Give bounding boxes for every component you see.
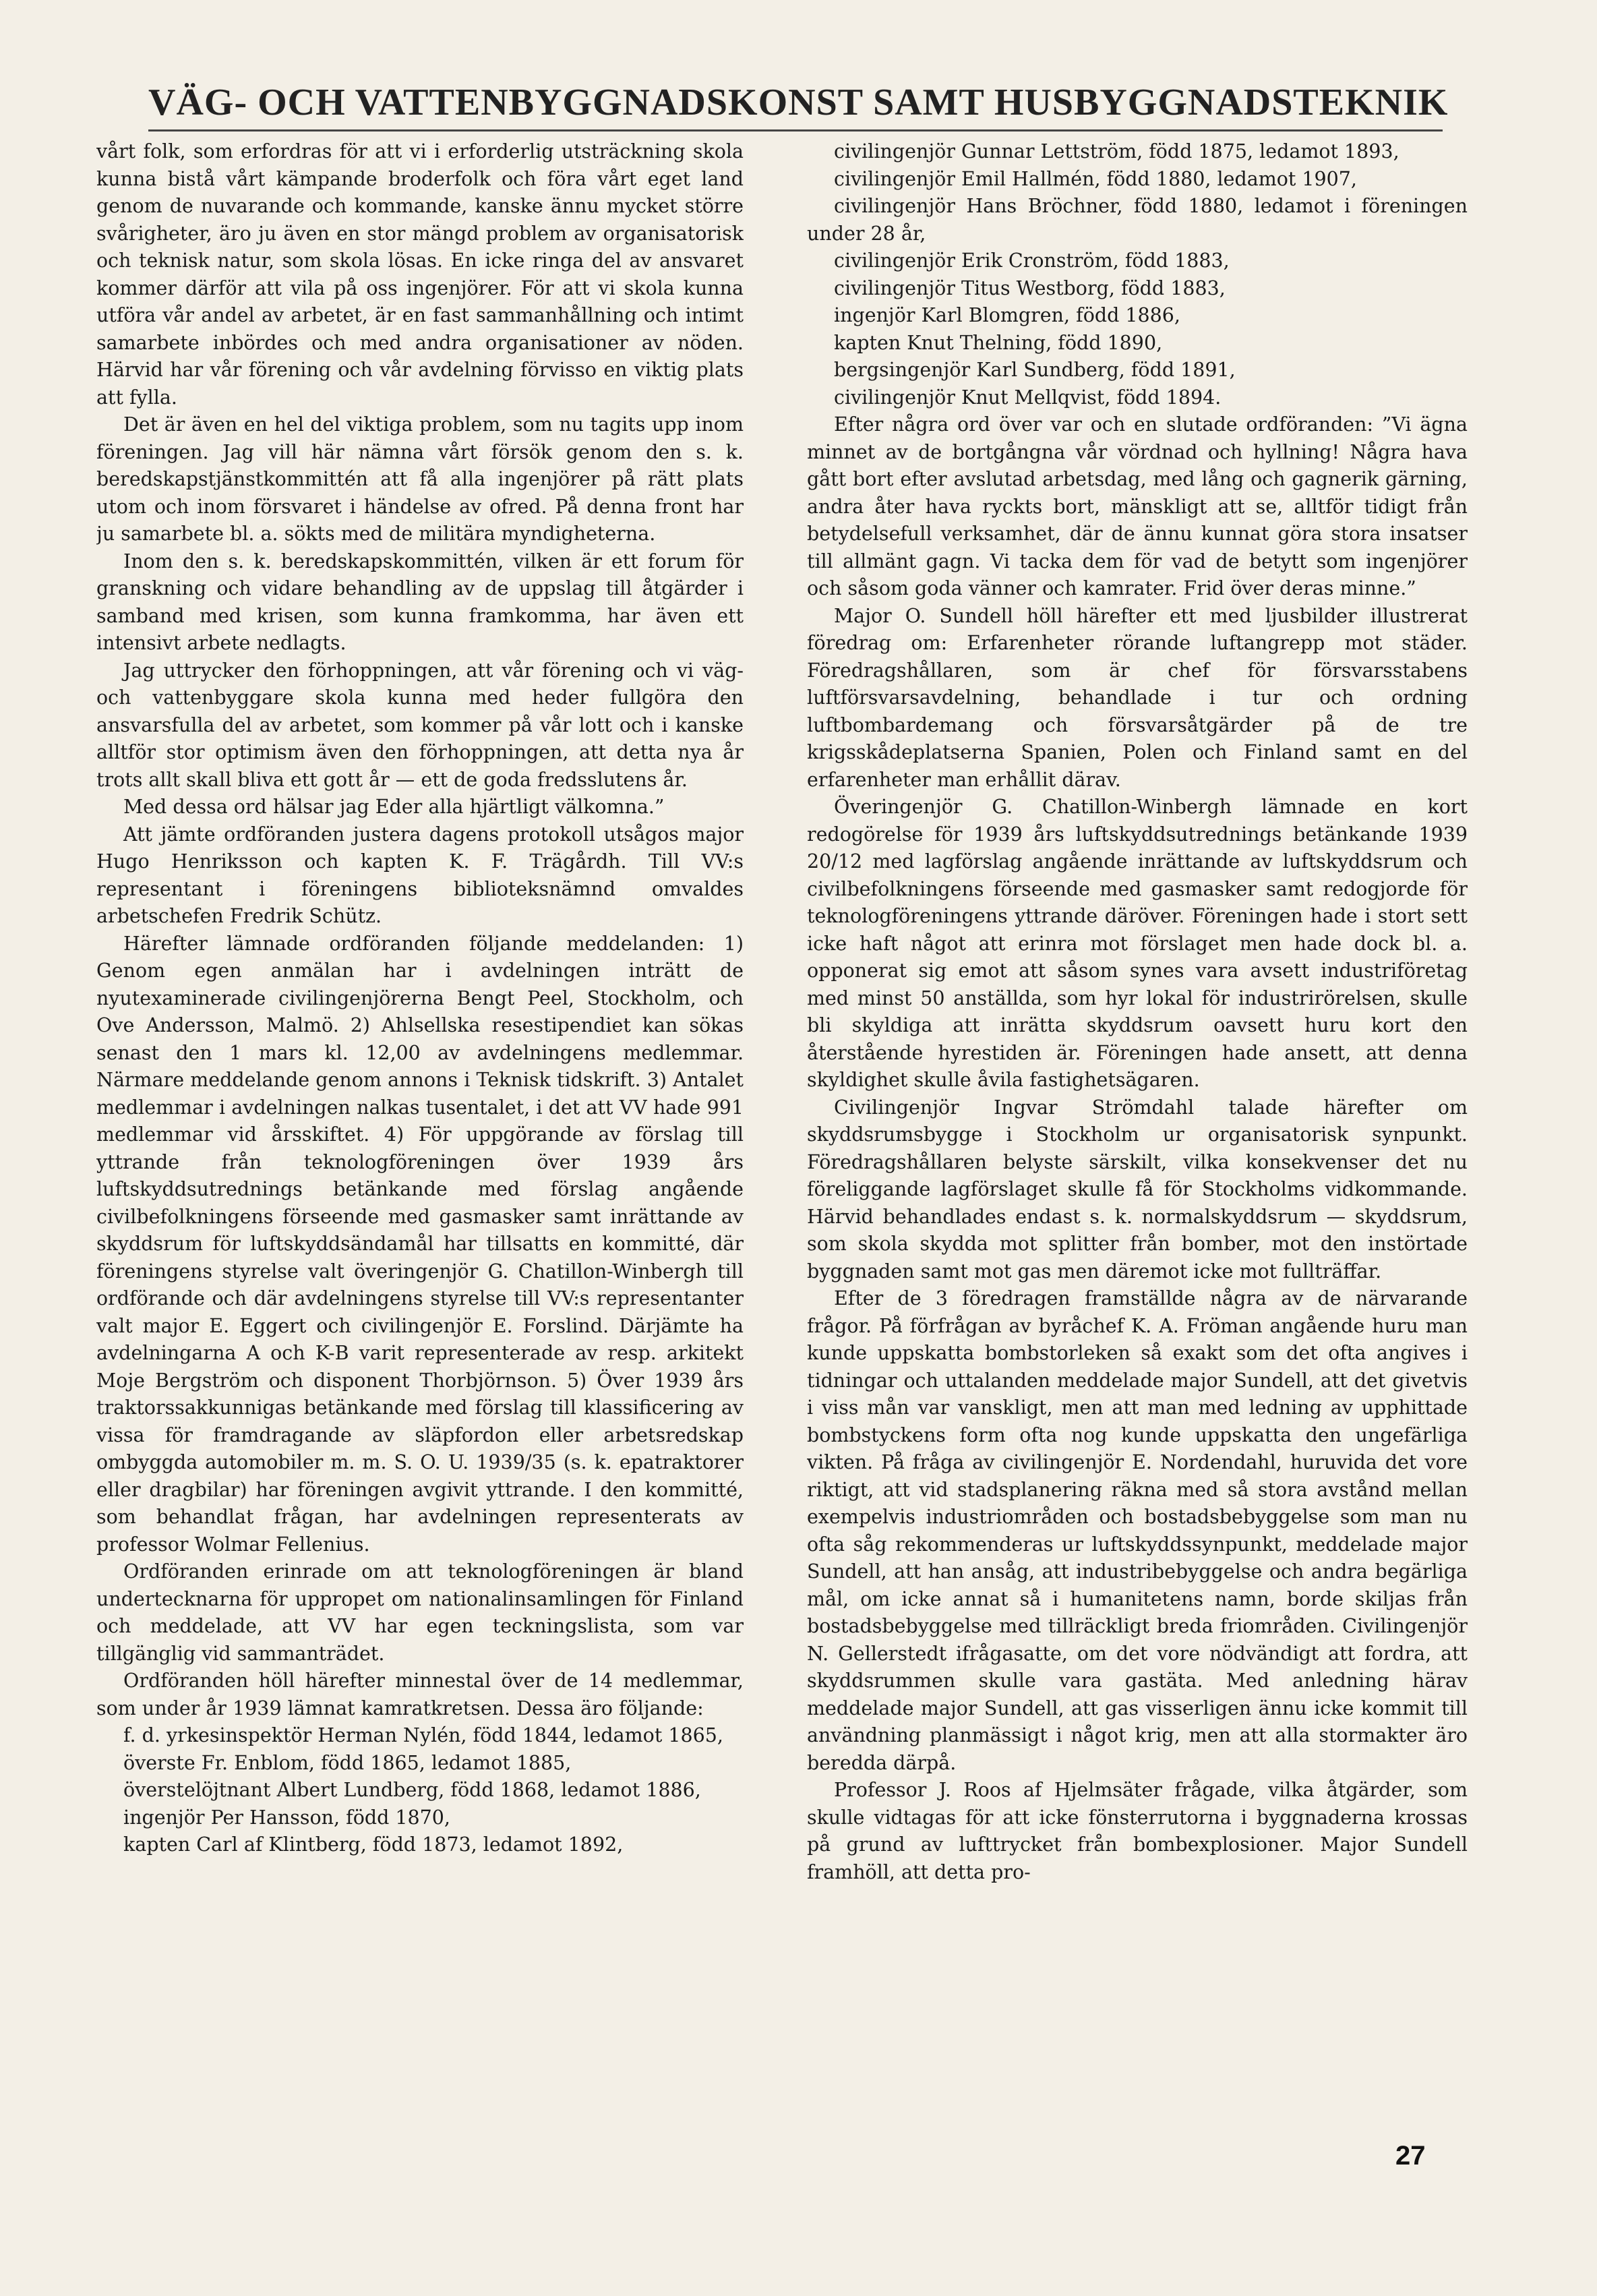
paragraph: Professor J. Roos af Hjelmsäter frågade, vilka åtgärder, som skulle vidtagas för att icke fönsterrutorna i byggnaderna krossas på grund av lufttrycket från bombexplosioner. Major Sundell framhöll, att detta pro- bbox=[807, 1779, 1468, 1883]
paragraph: Civilingenjör Ingvar Strömdahl talade härefter om skyddsrumsbygge i Stockholm ur organisatorisk synpunkt. Föredragshållaren belyste särskilt, vilka konsekvenser det nu föreliggande lagförslaget skulle få för Stockholms vidkommande. Härvid behandlades endast s. k. normalskyddsrum — skyddsrum, som skola skydda mot splitter från bomber, mot den instörtade byggnaden samt mot gas men däremot icke mot fullträffar. bbox=[807, 1096, 1468, 1283]
list-item: civilingenjör Knut Mellqvist, född 1894. bbox=[834, 386, 1222, 409]
list-item: civilingenjör Gunnar Lettström, född 1875, ledamot 1893, bbox=[834, 140, 1399, 163]
running-header: VÄG- OCH VATTENBYGGNADSKONST SAMT HUSBYGGNADSTEKNIK bbox=[148, 81, 1443, 131]
paragraph: Med dessa ord hälsar jag Eder alla hjärtligt välkomna.” bbox=[123, 796, 665, 818]
list-item: civilingenjör Titus Westborg, född 1883, bbox=[834, 276, 1226, 299]
paragraph: Jag uttrycker den förhoppningen, att vår förening och vi väg- och vattenbyggare skola kunna med heder fullgöra den ansvarsfulla del av arbetet, som kommer på vår lott och i kanske alltför stor optimism även den förhoppningen, att detta nya år trots allt skall bliva ett gott år — ett de goda fredsslutens år. bbox=[96, 659, 744, 791]
list-item: kapten Knut Thelning, född 1890, bbox=[834, 331, 1163, 354]
paragraph: Inom den s. k. beredskapskommittén, vilken är ett forum för granskning och vidare behandling av de uppslag till åtgärder i samband med krisen, som kunna framkomma, har även ett intensivt arbete nedlagts. bbox=[96, 550, 744, 654]
paragraph: Efter några ord över var och en slutade ordföranden: ”Vi ägna minnet av de bortgångna vår vördnad och hyllning! Några hava gått bort efter avslutad arbetsdag, med lång och gagnerik gärning, andra åter hava ryckts bort, mänskligt att se, alltför tidigt från betydelsefull verksamhet, där de ännu kunnat göra stora insatser till allmänt gagn. Vi tacka dem för vad de betytt som ingenjörer och såsom goda vänner och kamrater. Frid över deras minne.” bbox=[807, 413, 1468, 599]
list-item: kapten Carl af Klintberg, född 1873, ledamot 1892, bbox=[123, 1833, 624, 1856]
list-item: ingenjör Karl Blomgren, född 1886, bbox=[834, 304, 1180, 326]
list-item: civilingenjör Hans Bröchner, född 1880, ledamot i föreningen under 28 år, bbox=[807, 195, 1468, 245]
paragraph: Ordföranden höll härefter minnestal över de 14 medlemmar, som under år 1939 lämnat kamratkretsen. Dessa äro följande: bbox=[96, 1670, 744, 1719]
right-column bbox=[807, 138, 1468, 2168]
list-item: ingenjör Per Hansson, född 1870, bbox=[123, 1806, 450, 1829]
paragraph: vårt folk, som erfordras för att vi i erforderlig utsträckning skola kunna bistå vårt kämpande broderfolk och föra vårt eget land genom de nuvarande och kommande, kanske ännu mycket större svårigheter, äro ju även en stor mängd problem av organisatorisk och teknisk natur, som skola lösas. En icke ringa del av ansvaret kommer därför att vila på oss ingenjörer. För att vi skola kunna utföra vår andel av arbetet, är en fast sammanhållning och intimt samarbete inbördes och med andra organisationer av nöden. Härvid har vår förening och vår avdelning förvisso en viktig plats att fylla. bbox=[96, 140, 744, 409]
list-item: överstelöjtnant Albert Lundberg, född 1868, ledamot 1886, bbox=[123, 1779, 701, 1801]
paragraph: Härefter lämnade ordföranden följande meddelanden: 1) Genom egen anmälan har i avdelningen inträtt de nyutexaminerade civilingenjörerna Bengt Peel, Stockholm, och Ove Andersson, Malmö. 2) Ahlsellska resestipendiet kan sökas senast den 1 mars kl. 12,00 av avdelningens medlemmar. Närmare meddelande genom annons i Teknisk tidskrift. 3) Antalet medlemmar i avdelningen nalkas tusentalet, i det att VV hade 991 medlemmar vid årsskiftet. 4) För uppgörande av förslag till yttrande från teknologföreningen över 1939 års luftskyddsutrednings betänkande med förslag angående civilbefolkningens förseende med gasmasker samt inrättande av skyddsrum för luftskyddsändamål har tillsatts en kommitté, där föreningens styrelse valt överingenjör G. Chatillon-Winbergh till ordförande och där avdelningens styrelse till VV:s representanter valt major E. Eggert och civilingenjör E. Forslind. Därjämte ha avdelningarna A och K-B varit representerade av resp. arkitekt Moje Bergström och disponent Thorbjörnson. 5) Över 1939 års traktorssakkunnigas betänkande med förslag till klassificering av vissa för framdragande av släpfordon eller arbetsredskap ombyggda automobiler m. m. S. O. U. 1939/35 (s. k. epatraktorer eller dragbilar) har föreningen avgivit yttrande. I den kommitté, som behandlat frågan, har avdelningen representerats av professor Wolmar Fellenius. bbox=[96, 932, 744, 1556]
list-item: bergsingenjör Karl Sundberg, född 1891, bbox=[834, 359, 1236, 381]
list-item: f. d. yrkesinspektör Herman Nylén, född 1844, ledamot 1865, bbox=[123, 1724, 723, 1746]
list-item: civilingenjör Erik Cronström, född 1883, bbox=[834, 249, 1230, 272]
list-item: överste Fr. Enblom, född 1865, ledamot 1885, bbox=[123, 1751, 572, 1774]
paragraph: Major O. Sundell höll härefter ett med ljusbilder illustrerat föredrag om: Erfarenheter rörande luftangrepp mot städer. Föredragshållaren, som är chef för försvarsstabens luftförsvarsavdelning, behandlade i tur och ordning luftbombardemang och försvarsåtgärder på de tre krigsskådeplatserna Spanien, Polen och Finland samt en del erfarenheter man erhållit därav. bbox=[807, 604, 1468, 791]
list-item: civilingenjör Emil Hallmén, född 1880, ledamot 1907, bbox=[834, 167, 1357, 190]
paragraph: Att jämte ordföranden justera dagens protokoll utsågos major Hugo Henriksson och kapten K. F. Trägårdh. Till VV:s representant i föreningens biblioteksnämnd omvaldes arbetschefen Fredrik Schütz. bbox=[96, 823, 744, 927]
paragraph: Efter de 3 föredragen framställde några av de närvarande frågor. På förfrågan av byråchef K. A. Fröman angående huru man kunde uppskatta bombstorleken så exakt som det ofta angives i tidningar och uttalanden meddelade major Sundell, att det givetvis i viss mån var vanskligt, men att man med ledning av upphittade bombstyckens form ofta nog kunde uppskatta den ungefärliga vikten. På fråga av civilingenjör E. Nordendahl, huruvida det vore riktigt, att vid stadsplanering räkna med så stora avstånd mellan exempelvis industriområden och bostadsbebyggelse som man nu ofta såg rekommenderas ur luftskyddssynpunkt, meddelade major Sundell, att han ansåg, att industribebyggelse och andra begärliga mål, om icke annat så i humanitetens namn, borde skiljas från bostadsbebyggelse med tillräckligt breda friområden. Civilingenjör N. Gellerstedt ifrågasatte, om det vore nödvändigt att fordra, att skyddsrummen skulle vara gastäta. Med anledning härav meddelade major Sundell, att gas visserligen ännu icke kommit till användning planmässigt i något krig, men att alla stormakter äro beredda därpå. bbox=[807, 1287, 1468, 1774]
paragraph: Överingenjör G. Chatillon-Winbergh lämnade en kort redogörelse för 1939 års luftskyddsutrednings betänkande 1939 20/12 med lagförslag angående inrättande av luftskyddsrum och civilbefolkningens förseende med gasmasker samt redogjorde för teknologföreningens yttrande däröver. Föreningen hade i stort sett icke haft något att erinra mot förslaget men hade dock bl. a. opponerat sig emot att såsom synes vara avsett industriföretag med minst 50 anställda, som hyr lokal för industrirörelsen, skulle bli skyldiga att inrätta skyddsrum oavsett huru kort den återstående hyrestiden är. Föreningen hade ansett, att denna skyldighet skulle åvila fastighetsägaren. bbox=[807, 796, 1468, 1091]
paragraph: Ordföranden erinrade om att teknologföreningen är bland undertecknarna för uppropet om nationalinsamlingen för Finland och meddelade, att VV har egen teckningslista, som var tillgänglig vid sammanträdet. bbox=[96, 1560, 744, 1665]
left-column bbox=[96, 138, 744, 2168]
paragraph: Det är även en hel del viktiga problem, som nu tagits upp inom föreningen. Jag vill här nämna vårt försök genom den s. k. beredskapstjänstkommittén att få alla ingenjörer på rätt plats utom och inom försvaret i händelse av ofred. På denna front har ju samarbete bl. a. sökts med de militära myndigheterna. bbox=[96, 413, 744, 545]
page-number: 27 bbox=[1395, 2141, 1426, 2171]
